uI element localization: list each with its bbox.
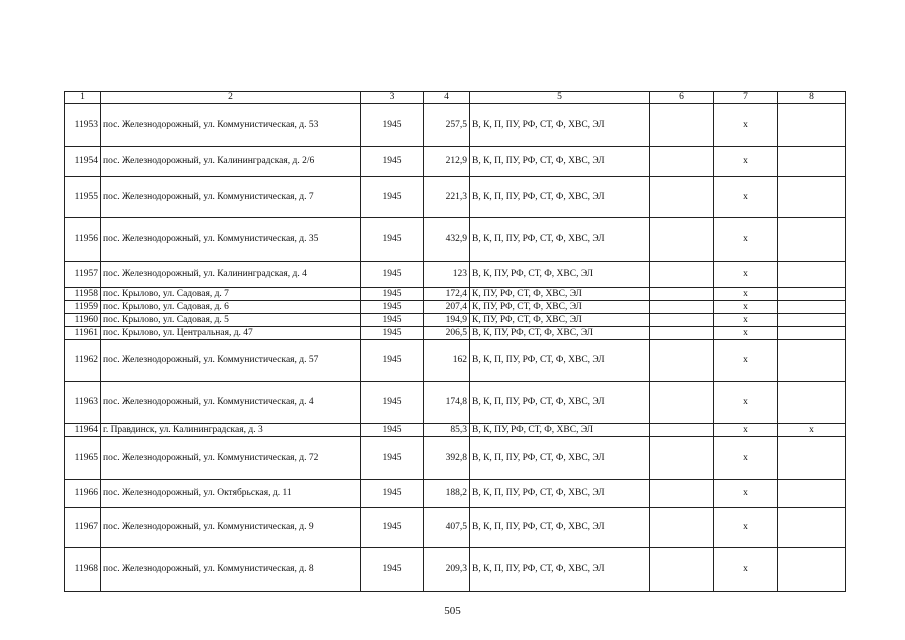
col8-mark bbox=[778, 301, 846, 314]
table-row bbox=[65, 301, 846, 314]
record-number: 11965 bbox=[65, 437, 101, 480]
col6-cell bbox=[650, 177, 714, 218]
record-number: 11956 bbox=[65, 218, 101, 262]
col8-mark bbox=[778, 480, 846, 508]
record-number: 11959 bbox=[65, 301, 101, 314]
address-cell: пос. Железнодорожный, ул. Коммунистическая, д. 9 bbox=[101, 508, 361, 548]
area-cell: 162 bbox=[424, 340, 470, 382]
record-number: 11958 bbox=[65, 288, 101, 301]
year-cell: 1945 bbox=[361, 262, 424, 288]
col6-cell bbox=[650, 218, 714, 262]
area-cell: 123 bbox=[424, 262, 470, 288]
area-cell: 172,4 bbox=[424, 288, 470, 301]
col6-cell bbox=[650, 262, 714, 288]
address-cell: пос. Железнодорожный, ул. Коммунистическая, д. 7 bbox=[101, 177, 361, 218]
systems-cell: В, К, П, ПУ, РФ, СТ, Ф, ХВС, ЭЛ bbox=[470, 382, 650, 424]
col8-mark bbox=[778, 104, 846, 147]
systems-cell: В, К, П, ПУ, РФ, СТ, Ф, ХВС, ЭЛ bbox=[470, 508, 650, 548]
col7-mark: х bbox=[714, 437, 778, 480]
record-number: 11954 bbox=[65, 147, 101, 177]
col7-mark: х bbox=[714, 424, 778, 437]
col8-mark bbox=[778, 177, 846, 218]
address-cell: пос. Железнодорожный, ул. Калининградская, д. 2/6 bbox=[101, 147, 361, 177]
record-number: 11962 bbox=[65, 340, 101, 382]
year-cell: 1945 bbox=[361, 218, 424, 262]
col6-cell bbox=[650, 301, 714, 314]
col7-mark: х bbox=[714, 288, 778, 301]
col7-mark: х bbox=[714, 548, 778, 592]
record-number: 11960 bbox=[65, 314, 101, 327]
column-header: 8 bbox=[778, 92, 846, 104]
col8-mark bbox=[778, 382, 846, 424]
systems-cell: В, К, П, ПУ, РФ, СТ, Ф, ХВС, ЭЛ bbox=[470, 340, 650, 382]
address-cell: г. Правдинск, ул. Калининградская, д. 3 bbox=[101, 424, 361, 437]
table-row bbox=[65, 508, 846, 548]
address-cell: пос. Железнодорожный, ул. Коммунистическая, д. 35 bbox=[101, 218, 361, 262]
table-row bbox=[65, 314, 846, 327]
col8-mark bbox=[778, 262, 846, 288]
col8-mark bbox=[778, 288, 846, 301]
column-header: 7 bbox=[714, 92, 778, 104]
systems-cell: К, ПУ, РФ, СТ, Ф, ХВС, ЭЛ bbox=[470, 314, 650, 327]
year-cell: 1945 bbox=[361, 508, 424, 548]
systems-cell: В, К, ПУ, РФ, СТ, Ф, ХВС, ЭЛ bbox=[470, 424, 650, 437]
col6-cell bbox=[650, 437, 714, 480]
record-number: 11968 bbox=[65, 548, 101, 592]
col7-mark: х bbox=[714, 508, 778, 548]
record-number: 11967 bbox=[65, 508, 101, 548]
col7-mark: х bbox=[714, 480, 778, 508]
col6-cell bbox=[650, 327, 714, 340]
record-number: 11966 bbox=[65, 480, 101, 508]
year-cell: 1945 bbox=[361, 288, 424, 301]
area-cell: 188,2 bbox=[424, 480, 470, 508]
year-cell: 1945 bbox=[361, 437, 424, 480]
col8-mark: х bbox=[778, 424, 846, 437]
year-cell: 1945 bbox=[361, 382, 424, 424]
address-cell: пос. Железнодорожный, ул. Коммунистическая, д. 53 bbox=[101, 104, 361, 147]
systems-cell: В, К, П, ПУ, РФ, СТ, Ф, ХВС, ЭЛ bbox=[470, 480, 650, 508]
col6-cell bbox=[650, 104, 714, 147]
area-cell: 392,8 bbox=[424, 437, 470, 480]
year-cell: 1945 bbox=[361, 424, 424, 437]
record-number: 11963 bbox=[65, 382, 101, 424]
col8-mark bbox=[778, 508, 846, 548]
address-cell: пос. Железнодорожный, ул. Коммунистическая, д. 72 bbox=[101, 437, 361, 480]
record-number: 11964 bbox=[65, 424, 101, 437]
area-cell: 212,9 bbox=[424, 147, 470, 177]
col6-cell bbox=[650, 314, 714, 327]
record-number: 11961 bbox=[65, 327, 101, 340]
column-header: 2 bbox=[101, 92, 361, 104]
year-cell: 1945 bbox=[361, 314, 424, 327]
col8-mark bbox=[778, 548, 846, 592]
col7-mark: х bbox=[714, 314, 778, 327]
systems-cell: В, К, П, ПУ, РФ, СТ, Ф, ХВС, ЭЛ bbox=[470, 177, 650, 218]
table-row bbox=[65, 340, 846, 382]
col6-cell bbox=[650, 147, 714, 177]
col7-mark: х bbox=[714, 262, 778, 288]
col6-cell bbox=[650, 340, 714, 382]
col7-mark: х bbox=[714, 218, 778, 262]
col6-cell bbox=[650, 480, 714, 508]
systems-cell: К, ПУ, РФ, СТ, Ф, ХВС, ЭЛ bbox=[470, 288, 650, 301]
col7-mark: х bbox=[714, 382, 778, 424]
record-number: 11957 bbox=[65, 262, 101, 288]
col6-cell bbox=[650, 548, 714, 592]
column-header: 4 bbox=[424, 92, 470, 104]
col7-mark: х bbox=[714, 301, 778, 314]
page-number: 505 bbox=[444, 605, 461, 617]
table-body bbox=[65, 92, 846, 592]
area-cell: 257,5 bbox=[424, 104, 470, 147]
systems-cell: В, К, ПУ, РФ, СТ, Ф, ХВС, ЭЛ bbox=[470, 327, 650, 340]
col6-cell bbox=[650, 288, 714, 301]
year-cell: 1945 bbox=[361, 301, 424, 314]
table-row bbox=[65, 147, 846, 177]
year-cell: 1945 bbox=[361, 548, 424, 592]
address-cell: пос. Крылово, ул. Садовая, д. 5 bbox=[101, 314, 361, 327]
col8-mark bbox=[778, 314, 846, 327]
table-row bbox=[65, 262, 846, 288]
col8-mark bbox=[778, 340, 846, 382]
table-row bbox=[65, 104, 846, 147]
column-header: 5 bbox=[470, 92, 650, 104]
table-row bbox=[65, 382, 846, 424]
systems-cell: В, К, П, ПУ, РФ, СТ, Ф, ХВС, ЭЛ bbox=[470, 104, 650, 147]
systems-cell: В, К, ПУ, РФ, СТ, Ф, ХВС, ЭЛ bbox=[470, 262, 650, 288]
table-row bbox=[65, 327, 846, 340]
col7-mark: х bbox=[714, 340, 778, 382]
col8-mark bbox=[778, 147, 846, 177]
address-cell: пос. Железнодорожный, ул. Коммунистическая, д. 4 bbox=[101, 382, 361, 424]
address-cell: пос. Железнодорожный, ул. Октябрьская, д. 11 bbox=[101, 480, 361, 508]
area-cell: 407,5 bbox=[424, 508, 470, 548]
area-cell: 207,4 bbox=[424, 301, 470, 314]
year-cell: 1945 bbox=[361, 147, 424, 177]
column-header: 1 bbox=[65, 92, 101, 104]
table-row bbox=[65, 218, 846, 262]
area-cell: 206,5 bbox=[424, 327, 470, 340]
table-row bbox=[65, 424, 846, 437]
col7-mark: х bbox=[714, 147, 778, 177]
address-cell: пос. Крылово, ул. Садовая, д. 6 bbox=[101, 301, 361, 314]
col7-mark: х bbox=[714, 177, 778, 218]
systems-cell: В, К, П, ПУ, РФ, СТ, Ф, ХВС, ЭЛ bbox=[470, 147, 650, 177]
col8-mark bbox=[778, 327, 846, 340]
address-cell: пос. Железнодорожный, ул. Калининградская, д. 4 bbox=[101, 262, 361, 288]
systems-cell: К, ПУ, РФ, СТ, Ф, ХВС, ЭЛ bbox=[470, 301, 650, 314]
systems-cell: В, К, П, ПУ, РФ, СТ, Ф, ХВС, ЭЛ bbox=[470, 218, 650, 262]
col8-mark bbox=[778, 437, 846, 480]
record-number: 11955 bbox=[65, 177, 101, 218]
table-row bbox=[65, 437, 846, 480]
housing-register-table bbox=[64, 91, 846, 592]
col8-mark bbox=[778, 218, 846, 262]
year-cell: 1945 bbox=[361, 480, 424, 508]
col6-cell bbox=[650, 382, 714, 424]
col6-cell bbox=[650, 424, 714, 437]
col7-mark: х bbox=[714, 327, 778, 340]
column-header: 3 bbox=[361, 92, 424, 104]
systems-cell: В, К, П, ПУ, РФ, СТ, Ф, ХВС, ЭЛ bbox=[470, 437, 650, 480]
year-cell: 1945 bbox=[361, 327, 424, 340]
table-row bbox=[65, 548, 846, 592]
systems-cell: В, К, П, ПУ, РФ, СТ, Ф, ХВС, ЭЛ bbox=[470, 548, 650, 592]
area-cell: 209,3 bbox=[424, 548, 470, 592]
year-cell: 1945 bbox=[361, 340, 424, 382]
address-cell: пос. Крылово, ул. Центральная, д. 47 bbox=[101, 327, 361, 340]
area-cell: 194,9 bbox=[424, 314, 470, 327]
address-cell: пос. Железнодорожный, ул. Коммунистическая, д. 8 bbox=[101, 548, 361, 592]
col6-cell bbox=[650, 508, 714, 548]
area-cell: 221,3 bbox=[424, 177, 470, 218]
column-header: 6 bbox=[650, 92, 714, 104]
area-cell: 85,3 bbox=[424, 424, 470, 437]
year-cell: 1945 bbox=[361, 177, 424, 218]
col7-mark: х bbox=[714, 104, 778, 147]
area-cell: 432,9 bbox=[424, 218, 470, 262]
column-number-header-row bbox=[65, 92, 846, 104]
year-cell: 1945 bbox=[361, 104, 424, 147]
area-cell: 174,8 bbox=[424, 382, 470, 424]
address-cell: пос. Железнодорожный, ул. Коммунистическая, д. 57 bbox=[101, 340, 361, 382]
address-cell: пос. Крылово, ул. Садовая, д. 7 bbox=[101, 288, 361, 301]
table-row bbox=[65, 177, 846, 218]
table-row bbox=[65, 288, 846, 301]
record-number: 11953 bbox=[65, 104, 101, 147]
table-row bbox=[65, 480, 846, 508]
